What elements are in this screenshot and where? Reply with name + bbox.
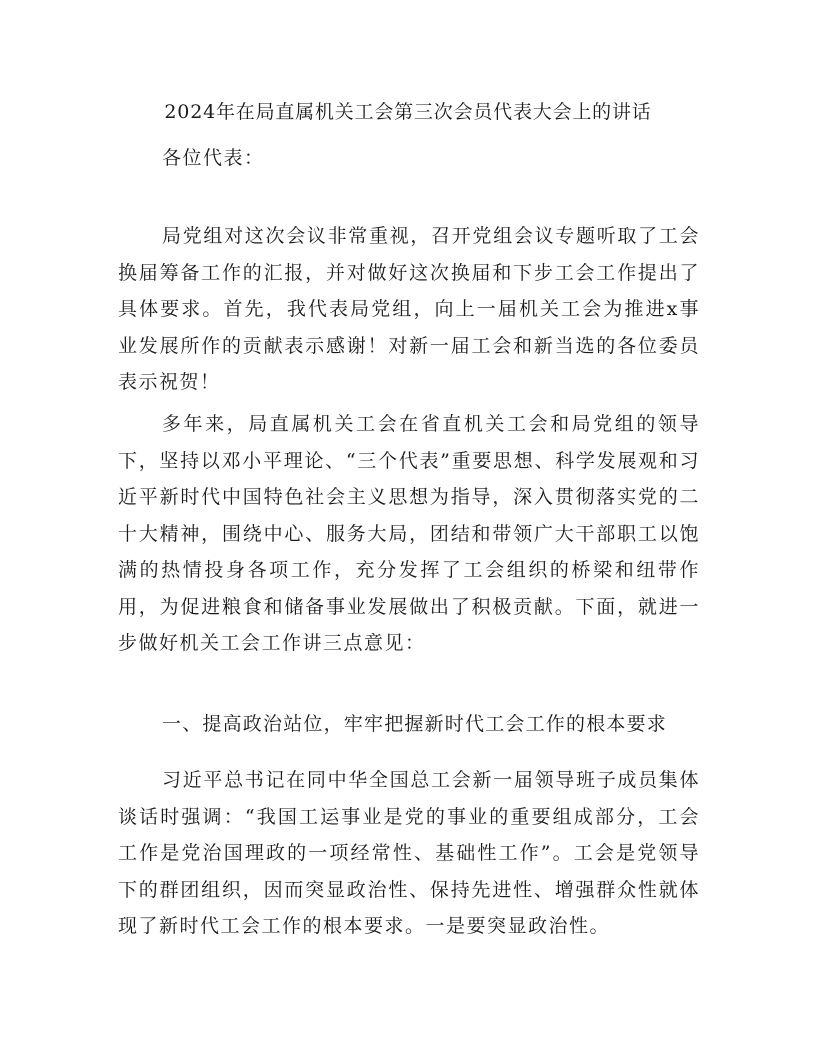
salutation: 各位代表： — [162, 147, 265, 169]
paragraph-1: 局党组对这次会议非常重视，召开党组会议专题听取了工会换届筹备工作的汇报，并对做好这次换届和下步工会工作提出了具体要求。首先，我代表局党组，向上一届机关工会为推进x事业发展所作的贡献表示感谢！对新一届工会和新当选的各位委员表示祝贺！ — [118, 225, 700, 393]
document-title: 2024年在局直属机关工会第三次会员代表大会上的讲话 — [164, 101, 652, 123]
section-heading-1: 一、提高政治站位，牢牢把握新时代工会工作的根本要求 — [162, 713, 668, 735]
paragraph-3: 习近平总书记在同中华全国总工会新一届领导班子成员集体谈话时强调：“我国工运事业是党的事业的重要组成部分，工会工作是党治国理政的一项经常性、基础性工作”。工会是党领导下的群团组织，因而突显政治性、保持先进性、增强群众性就体现了新时代工会工作的根本要求。一是要突显政治性。 — [118, 769, 700, 937]
paragraph-2: 多年来，局直属机关工会在省直机关工会和局党组的领导下，坚持以邓小平理论、“三个代表”重要思想、科学发展观和习近平新时代中国特色社会主义思想为指导，深入贯彻落实党的二十大精神，围绕中心、服务大局，团结和带领广大干部职工以饱满的热情投身各项工作，充分发挥了工会组织的桥梁和纽带作用，为促进粮食和储备事业发展做出了积极贡献。下面，就进一步做好机关工会工作讲三点意见： — [118, 413, 700, 654]
